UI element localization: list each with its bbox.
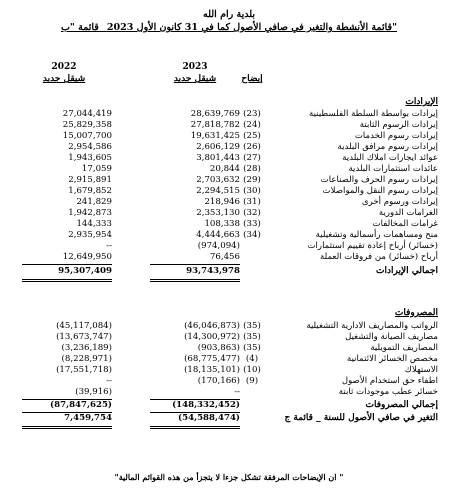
revenue-row [0, 252, 458, 263]
expense-note: (35) [243, 343, 261, 353]
revenue-row [0, 109, 458, 120]
revenue-total-double-rule-2023b [150, 281, 240, 282]
revenue-value-2023: 28,639,769 [190, 109, 240, 119]
expense-value-2023: (46,046,873) [184, 321, 240, 331]
revenue-row [0, 164, 458, 175]
net-change-2023: (54,588,474) [178, 413, 240, 423]
revenue-value-2023: 4,444,663 [196, 230, 240, 240]
revenue-row [0, 197, 458, 208]
expense-label: خسائر عطب موجودات ثابتة [338, 387, 438, 397]
revenue-row [0, 142, 458, 153]
column-year-2022: 2022 [51, 62, 77, 72]
expense-value-2022: (3,236,189) [61, 343, 112, 353]
revenue-value-2023: 19,631,425 [190, 131, 240, 141]
revenue-value-2023: 2,353,130 [196, 208, 240, 218]
revenue-note: (27) [243, 153, 261, 163]
revenues-section-title: الإيرادات [405, 97, 438, 107]
expense-note: (10) [243, 365, 261, 375]
expense-value-2022: (45,117,084) [56, 321, 112, 331]
expense-value-2023: (18,135,101) [184, 365, 240, 375]
revenue-total-2023: 93,743,978 [186, 266, 240, 276]
expense-value-2022: (13,673,747) [56, 332, 112, 342]
net-change-2022: 7,459,754 [64, 413, 112, 423]
revenue-note: (23) [243, 109, 261, 119]
expense-label: المصاريف التمويلية [370, 343, 438, 353]
statement-title: قائمة الأنشطة والتغير في صافي الأصول كما في 31 كانون الأول 2023 _قائمة "ب" [60, 22, 398, 33]
revenue-total-row [0, 266, 458, 277]
net-change-double-rule-2022 [22, 426, 112, 427]
revenue-label: إيرادات رسوم مرافق البلدية [337, 142, 438, 152]
expense-row [0, 332, 458, 343]
municipality-name: بلدية رام الله [202, 9, 255, 20]
revenue-row [0, 120, 458, 131]
expense-note: (4) [245, 354, 259, 364]
revenue-label: عوائد ايجارات املاك البلدية [342, 153, 438, 163]
expense-note: (9) [245, 376, 259, 386]
expense-label: اطفاء حق استخدام الأصول [341, 376, 438, 386]
expenses-section-title: المصروفات [394, 308, 438, 318]
revenue-label: (خسائر) أرباح إعادة تقييم استثمارات [307, 241, 438, 251]
revenue-value-2022: 25,829,358 [62, 120, 112, 130]
revenue-value-2023: 2,606,129 [196, 142, 240, 152]
revenue-value-2022: 1,679,852 [68, 186, 112, 196]
expense-row [0, 354, 458, 365]
net-change-double-rule-2023b [150, 428, 240, 429]
revenue-total-double-rule-2022b [22, 281, 112, 282]
revenue-note: (34) [243, 230, 261, 240]
revenue-row [0, 153, 458, 164]
revenue-row [0, 186, 458, 197]
revenue-total-double-rule-2023 [150, 279, 240, 280]
expense-total-row [0, 400, 458, 411]
revenue-value-2022: 1,942,873 [68, 208, 112, 218]
revenue-label: إيرادات بواسطة السلطة الفلسطينية [309, 109, 438, 119]
expense-label: الاستهلاك [404, 365, 438, 375]
revenue-value-2022: 241,829 [76, 197, 112, 207]
revenue-value-2023: 218,946 [204, 197, 240, 207]
net-change-double-rule-2023 [150, 426, 240, 427]
revenue-value-2022: 1,943,605 [68, 153, 112, 163]
expense-total-2023: (148,332,452) [172, 400, 240, 410]
expense-total-2022: (87,847,625) [50, 400, 112, 410]
expense-row [0, 321, 458, 332]
expense-label: مصاريف الصيانة والتشغيل [345, 332, 438, 342]
expense-row [0, 387, 458, 398]
revenue-label: إيرادات رسوم الحرف والصناعات [320, 175, 438, 185]
revenue-label: إيرادات ورسوم أخرى [361, 197, 438, 207]
expense-note: (35) [243, 332, 261, 342]
revenue-total-double-rule-2022 [22, 279, 112, 280]
revenue-value-2022: 2,954,586 [68, 142, 112, 152]
revenue-label: منح ومساهمات رأسمالية وتشغيلية [315, 230, 438, 240]
revenue-note: (31) [243, 197, 261, 207]
expense-row [0, 343, 458, 354]
net-change-double-rule-2022b [22, 428, 112, 429]
revenue-row [0, 175, 458, 186]
revenue-label: إيرادات الرسوم الثابتة [359, 120, 438, 130]
expense-value-2022: (8,228,971) [61, 354, 112, 364]
expense-value-2022: (39,916) [75, 387, 112, 397]
expense-value-2023: (14,300,972) [184, 332, 240, 342]
revenue-row [0, 131, 458, 142]
revenue-total-rule-2022 [22, 264, 112, 265]
revenue-note: (30) [243, 186, 261, 196]
expense-label: الرواتب والمصاريف الادارية التشغيلية [306, 321, 438, 331]
revenue-value-2023: 108,338 [204, 219, 240, 229]
revenue-value-2023: 27,818,782 [190, 120, 240, 130]
expense-value-2023: (903,863) [197, 343, 240, 353]
revenue-label: أرباح (خسائر) من فروقات العملة [320, 252, 438, 262]
revenue-row [0, 241, 458, 252]
revenue-total-2022: 95,307,409 [58, 266, 112, 276]
revenue-value-2023: 76,456 [209, 252, 240, 262]
revenue-label: عائدات استثمارات البلدية [348, 164, 438, 174]
revenue-value-2023: 3,801,443 [196, 153, 240, 163]
expense-row [0, 365, 458, 376]
revenue-label: إيرادات رسوم النقل والمواصلات [322, 186, 438, 196]
revenue-value-2022: 15,007,700 [62, 131, 112, 141]
expense-value-2023: -- [234, 387, 240, 397]
revenue-note: (29) [243, 175, 261, 185]
revenue-note: (26) [243, 142, 261, 152]
revenue-row [0, 208, 458, 219]
revenue-value-2022: 2,935,954 [68, 230, 112, 240]
expense-value-2023: (68,775,477) [184, 354, 240, 364]
revenue-total-rule-2023 [150, 264, 240, 265]
revenue-note: (33) [243, 219, 261, 229]
revenue-note: (28) [243, 164, 261, 174]
revenue-value-2023: 20,844 [209, 164, 240, 174]
revenue-label: غرامات المخالفات [372, 219, 438, 229]
expense-value-2023: (170,166) [197, 376, 240, 386]
revenue-label: إيرادات رسوم الخدمات [354, 131, 438, 141]
revenue-note: (32) [243, 208, 261, 218]
net-change-row [0, 413, 458, 424]
expense-note: (35) [243, 321, 261, 331]
revenue-row [0, 219, 458, 230]
revenue-value-2022: 27,044,419 [62, 109, 112, 119]
revenue-total-label: اجمالي الإيرادات [376, 266, 438, 276]
revenue-value-2022: -- [106, 241, 112, 251]
revenue-value-2023: (974,094) [197, 241, 240, 251]
revenue-value-2023: 2,703,632 [196, 175, 240, 185]
revenue-value-2023: 2,294,515 [196, 186, 240, 196]
revenue-row [0, 230, 458, 241]
expense-total-label: إجمالي المصروفات [365, 400, 438, 410]
expense-value-2022: (17,551,718) [56, 365, 112, 375]
footer-note: " ان الإيضاحات المرفقة تشكل جزءا لا يتجزأ من هذه القوائم المالية" [114, 472, 344, 482]
revenue-value-2022: 12,649,950 [62, 252, 112, 262]
revenue-value-2022: 2,915,891 [68, 175, 112, 185]
revenue-value-2022: 17,059 [81, 164, 112, 174]
column-currency-2022: شيقل جديد [42, 74, 86, 84]
column-note-header: إيضاح [241, 74, 263, 84]
column-year-2023: 2023 [182, 62, 208, 72]
expense-value-2022: -- [106, 376, 112, 386]
expense-label: مخصص الخسائر الائتمانية [346, 354, 438, 364]
revenue-note: (25) [243, 131, 261, 141]
revenue-note: (24) [243, 120, 261, 130]
expense-row [0, 376, 458, 387]
net-change-label: التغير في صافي الأصول للسنة _ قائمة ج [284, 413, 438, 423]
revenue-value-2022: 144,333 [76, 219, 112, 229]
column-currency-2023: شيقل جديد [173, 74, 217, 84]
revenue-label: الغرامات الدورية [378, 208, 438, 218]
